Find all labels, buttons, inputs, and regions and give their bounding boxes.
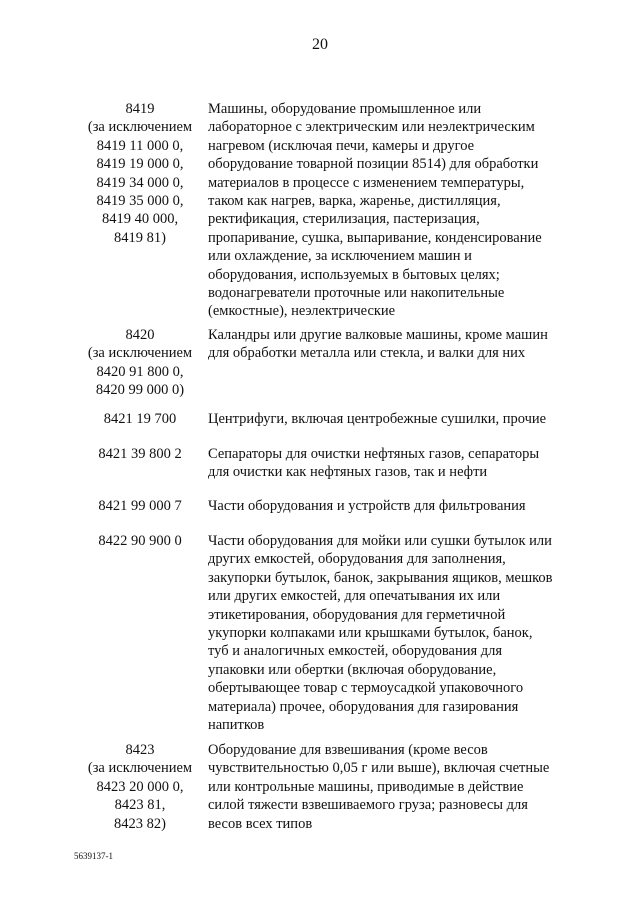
goods-description <box>208 532 578 734</box>
tariff-code-line: 8420 91 800 0, <box>96 363 184 380</box>
goods-description-line: этикетирования, оборудования для герметичной <box>208 606 506 623</box>
goods-description-line: Машины, оборудование промышленное или <box>208 101 482 117</box>
goods-description-line: обертывающее товар с термоусадкой упаковочного <box>208 680 524 697</box>
tariff-code-line: 8420 <box>125 327 155 343</box>
page-number: 20 <box>312 36 328 53</box>
tariff-code-line: 8419 <box>125 101 155 117</box>
goods-description-line: нагревом (исключая печи, камеры и другое <box>208 137 475 154</box>
goods-description-line: Центрифуги, включая центробежные сушилки, прочие <box>208 411 547 427</box>
tariff-code-line: 8419 11 000 0, <box>96 137 184 154</box>
tariff-code <box>70 741 210 833</box>
tariff-code <box>70 497 210 515</box>
goods-description-line: или других емкостей, для опечатывания их или <box>208 588 501 605</box>
goods-description-line: упаковки или обертки (включая оборудование, <box>208 661 497 678</box>
goods-description-line: Оборудование для взвешивания (кроме весов <box>208 742 488 758</box>
goods-description-line: укупорки колпаками или крышками бутылок, банок, <box>208 625 533 642</box>
goods-description-line: других емкостей, оборудования для заполнения, <box>208 551 506 568</box>
goods-description-line: оборудования, используемых в бытовых целях; <box>208 266 500 283</box>
goods-description <box>208 410 578 428</box>
tariff-code-line: 8420 99 000 0) <box>95 382 185 399</box>
tariff-code-line: 8419 34 000 0, <box>96 174 184 191</box>
tariff-code <box>70 326 210 400</box>
tariff-code-line: 8422 90 900 0 <box>98 533 182 549</box>
goods-description-line: Части оборудования для мойки или сушки бутылок или <box>208 533 552 549</box>
tariff-code-line: 8423 81, <box>114 797 166 814</box>
goods-description-line: Каландры или другие валковые машины, кроме машин <box>208 327 548 343</box>
document-footer-code: 5639137-1 <box>74 851 113 861</box>
tariff-code-line: (за исключением <box>87 119 193 136</box>
tariff-code <box>70 532 210 550</box>
goods-description-line: пропаривание, сушка, выпаривание, конденсирование <box>208 229 542 246</box>
goods-description-line: лабораторное с электрическим или неэлектрическим <box>208 119 535 136</box>
goods-description-line: (емкостные), неэлектрические <box>208 303 396 320</box>
goods-description-line: для очистки как нефтяных газов, так и нефти <box>208 464 488 481</box>
goods-description-line: туб и аналогичных емкостей, оборудования для <box>208 643 503 660</box>
tariff-code-line: 8419 35 000 0, <box>96 193 184 210</box>
goods-description-line: материала) прочее, оборудования для газирования <box>208 698 519 715</box>
tariff-code-line: 8421 39 800 2 <box>98 446 182 462</box>
tariff-code <box>70 100 210 247</box>
tariff-code-line: 8423 82) <box>114 815 166 832</box>
tariff-code-line: 8419 40 000, <box>101 211 179 228</box>
goods-description <box>208 445 578 482</box>
goods-description-line: материалов в процессе с изменением температуры, <box>208 174 525 191</box>
tariff-code-line: 8423 20 000 0, <box>96 778 184 795</box>
goods-description-line: для обработки металла или стекла, и валки для них <box>208 345 526 362</box>
goods-description-line: Сепараторы для очистки нефтяных газов, сепараторы <box>208 446 540 462</box>
goods-description-line: напитков <box>208 717 265 734</box>
goods-description <box>208 326 578 363</box>
tariff-code <box>70 445 210 463</box>
tariff-code-line: 8421 19 700 <box>103 411 177 427</box>
tariff-code-line: 8421 99 000 7 <box>98 498 182 514</box>
tariff-code-line: 8419 19 000 0, <box>96 156 184 173</box>
goods-description-line: или контрольные машины, приводимые в действие <box>208 778 524 795</box>
goods-description-line: чувствительностью 0,05 г или выше), включая счетные <box>208 760 550 777</box>
tariff-code-line: 8419 81) <box>114 229 166 246</box>
tariff-code-line: (за исключением <box>87 760 193 777</box>
goods-description <box>208 497 578 515</box>
goods-description-line: силой тяжести взвешиваемого груза; разновесы для <box>208 797 528 814</box>
goods-description-line: таком как нагрев, варка, жаренье, дистилляция, <box>208 193 501 210</box>
goods-description <box>208 100 578 321</box>
goods-description-line: Части оборудования и устройств для фильтрования <box>208 498 526 514</box>
goods-description-line: закупорки бутылок, банок, закрывания ящиков, мешков <box>208 569 553 586</box>
tariff-code <box>70 410 210 428</box>
tariff-code-line: 8423 <box>125 742 155 758</box>
goods-description <box>208 741 578 833</box>
goods-description-line: водонагреватели проточные или накопительные <box>208 285 505 302</box>
goods-description-line: весов всех типов <box>208 815 313 832</box>
goods-description-line: оборудование товарной позиции 8514) для обработки <box>208 156 539 173</box>
goods-description-line: ректификация, стерилизация, пастеризация, <box>208 211 480 228</box>
goods-description-line: или охлаждение, за исключением машин и <box>208 248 472 265</box>
tariff-code-line: (за исключением <box>87 345 193 362</box>
